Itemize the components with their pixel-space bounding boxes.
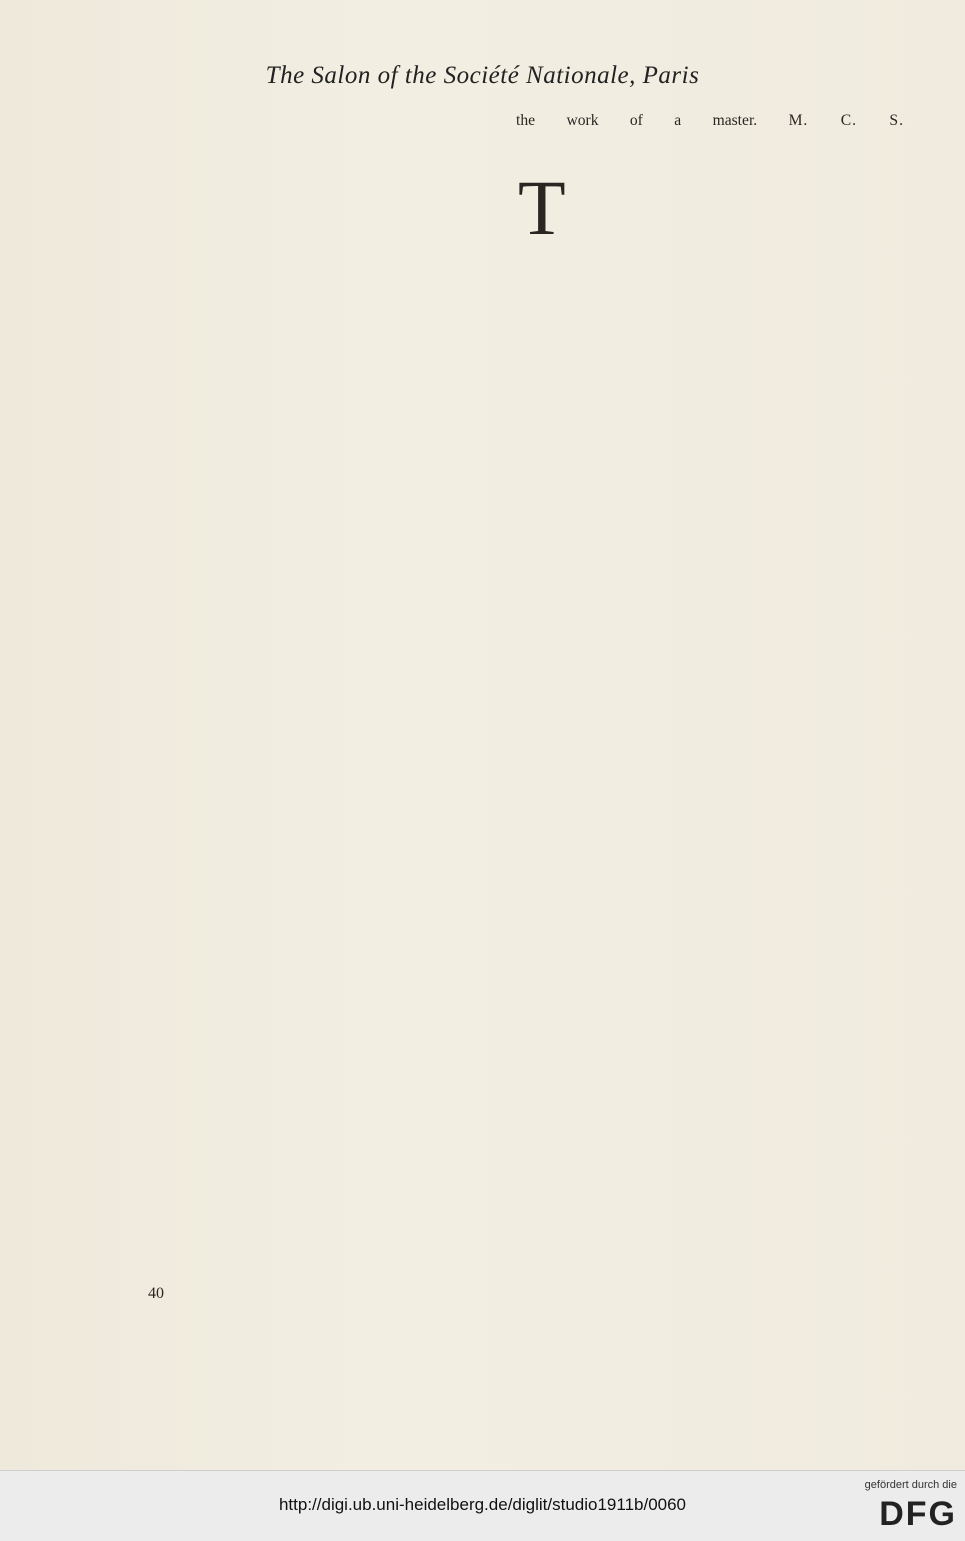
right-column <box>516 110 904 251</box>
funded-by-label: gefördert durch die <box>864 1479 957 1491</box>
drop-cap: T <box>518 163 566 251</box>
dfg-logo: DFG <box>879 1495 957 1533</box>
author-signature: M. C. S. <box>788 112 904 129</box>
page-number: 40 <box>148 1285 164 1302</box>
signature-line <box>516 110 904 132</box>
source-url[interactable]: http://digi.ub.uni-heidelberg.de/diglit/studio1911b/0060 <box>278 1495 687 1514</box>
digitization-footer <box>0 1470 965 1541</box>
running-head: The Salon of the Société Nationale, Paris <box>265 62 700 89</box>
closing-line: the work of a master. <box>516 112 758 129</box>
article-headline <box>516 163 904 251</box>
